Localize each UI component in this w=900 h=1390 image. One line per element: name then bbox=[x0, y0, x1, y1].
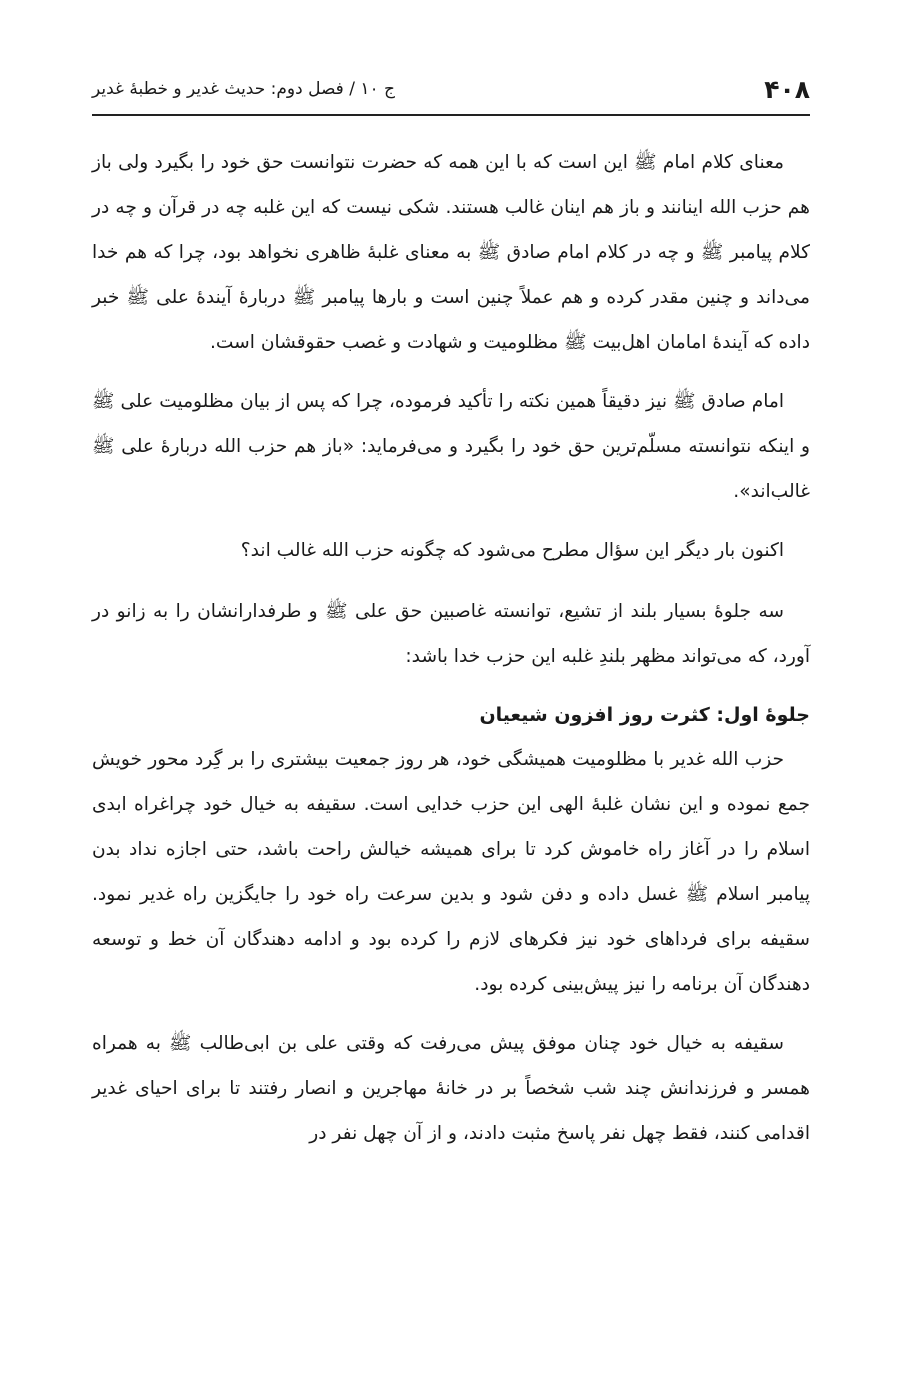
paragraph-2: امام صادق ﷺ نیز دقیقاً همین نکته را تأکید فرموده، چرا که پس از بیان مظلومیت علی ﷺ و اینکه نتوانسته مسلّم‌ترین حق خود را بگیرد و می‌فرماید: «باز هم حزب الله دربارهٔ علی ﷺ غالب‌اند». bbox=[92, 391, 810, 502]
section-heading: جلوهٔ اول: کثرت روز افزون شیعیان bbox=[479, 704, 810, 726]
running-head: ج ۱۰ / فصل دوم: حدیث غدیر و خطبهٔ غدیر bbox=[92, 79, 396, 99]
book-page bbox=[92, 0, 810, 1390]
paragraph-5: حزب الله غدیر با مظلومیت همیشگی خود، هر روز جمعیت بیشتری را بر گِرد محور خویش جمع نموده و این نشان غلبهٔ الهی این حزب خدایی است. سقیفه به خیال خود چراغراه ابدی اسلام را در آغاز راه خاموش کرد تا برای همیشه خیالش راحت باشد، حتی اجازه نداد بدن پیامبر اسلام ﷺ غسل داده و دفن شود و بدین سرعت راه خود را جایگزین راه غدیر نمود. سقیفه برای فرداهای خود نیز فکرهای لازم را کرده بود و ادامه دهندگان آن خط و توسعه دهندگان آن برنامه را نیز پیش‌بینی کرده بود. bbox=[92, 749, 810, 995]
body-text bbox=[92, 140, 810, 1170]
paragraph-4: سه جلوهٔ بسیار بلند از تشیع، توانسته غاصبین حق علی ﷺ و طرفدارانشان را به زانو در آورد، که می‌تواند مظهر بلندِ غلبه این حزب خدا باشد: bbox=[92, 601, 810, 667]
paragraph-1: معنای کلام امام ﷺ این است که با این همه که حضرت نتوانست حق خود را بگیرد ولی باز هم حزب الله اینانند و باز هم اینان غالب هستند. شکی نیست که این غلبه چه در قرآن و چه در کلام پیامبر ﷺ و چه در کلام امام صادق ﷺ به معنای غلبهٔ ظاهری نخواهد بود، چرا که هم خدا می‌داند و چنین مقدر کرده و هم عملاً چنین است و بارها پیامبر ﷺ دربارهٔ آیندهٔ علی ﷺ خبر داده که آیندهٔ امامان اهل‌بیت ﷺ مظلومیت و شهادت و غصب حقوقشان است. bbox=[92, 152, 810, 353]
paragraph-6: سقیفه به خیال خود چنان موفق پیش می‌رفت که وقتی علی بن ابی‌طالب ﷺ به همراه همسر و فرزندانش چند شب شخصاً بر در خانهٔ مهاجرین و انصار رفتند تا برای احیای غدیر اقدامی کنند، فقط چهل نفر پاسخ مثبت دادند، و از آن چهل نفر در bbox=[92, 1033, 810, 1144]
paragraph-3: اکنون بار دیگر این سؤال مطرح می‌شود که چگونه حزب الله غالب اند؟ bbox=[240, 540, 784, 561]
page-number: ۴۰۸ bbox=[764, 74, 810, 104]
page-header bbox=[92, 64, 810, 116]
